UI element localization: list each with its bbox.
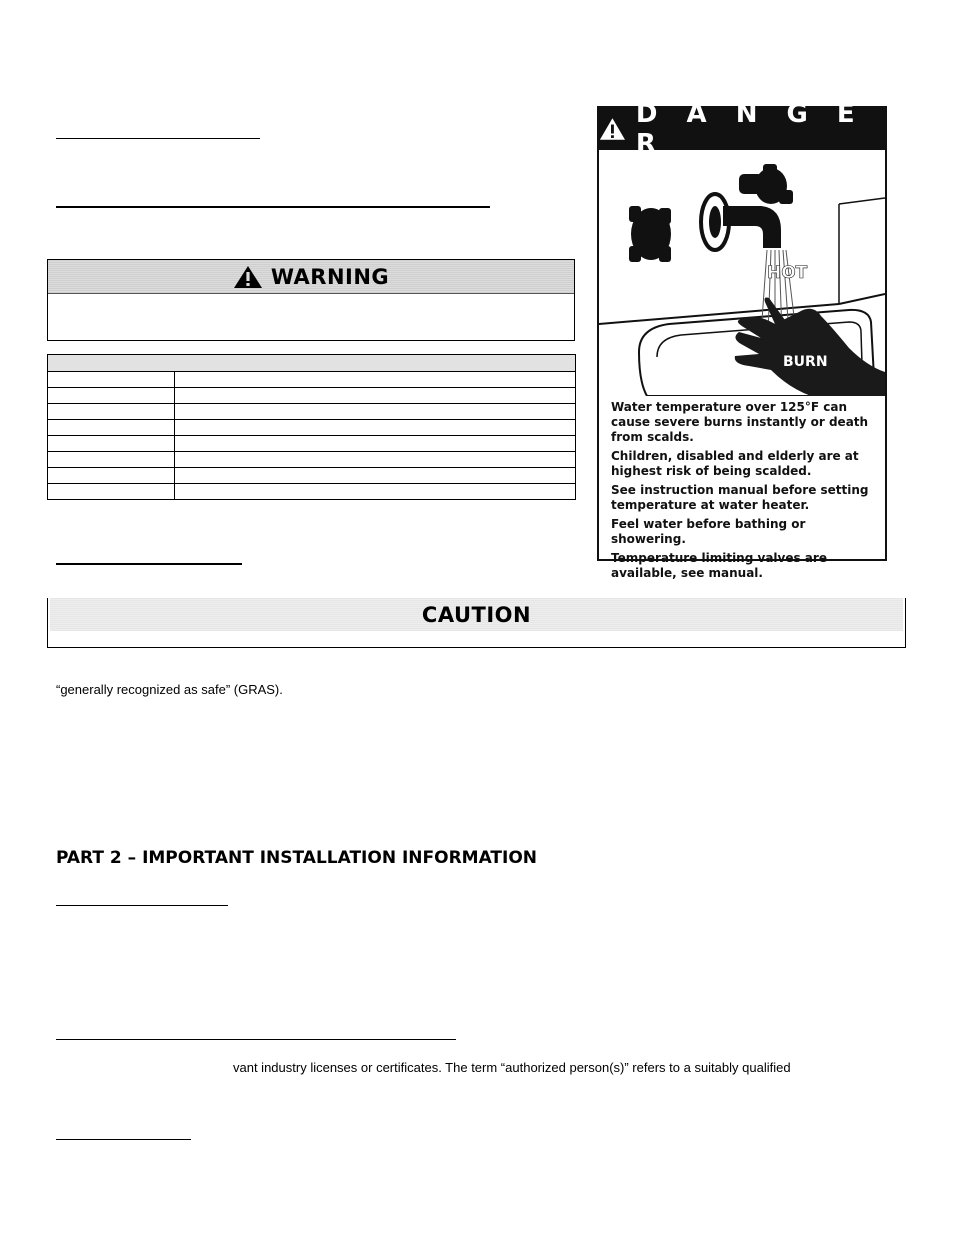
- table-row: [48, 388, 576, 404]
- table-row: [48, 484, 576, 500]
- caution-box: [47, 598, 906, 648]
- table-row: [48, 452, 576, 468]
- danger-line: See instruction manual before setting temperature at water heater.: [611, 483, 869, 512]
- danger-line: Feel water before bathing or showering.: [611, 517, 806, 546]
- scald-illustration: [599, 152, 885, 396]
- danger-label: [597, 99, 887, 580]
- data-table: [47, 354, 576, 500]
- table-row: [48, 468, 576, 484]
- section-heading-rule: [56, 905, 228, 906]
- section-heading-rule: [56, 563, 242, 565]
- table-row: [48, 420, 576, 436]
- danger-title: D A N G E R: [635, 99, 865, 159]
- burn-text: BURN: [783, 354, 828, 370]
- danger-text-block: [611, 400, 881, 585]
- section-heading-rule: [56, 206, 490, 208]
- section-heading-rule: [56, 1139, 191, 1140]
- danger-line: Water temperature over 125°F can cause severe burns instantly or death from scalds.: [611, 400, 869, 444]
- section-heading-rule: [56, 1039, 456, 1040]
- danger-header: [599, 99, 885, 159]
- gras-text: “generally recognized as safe” (GRAS).: [56, 682, 283, 697]
- warning-triangle-icon: [233, 265, 263, 289]
- table-row: [48, 372, 576, 388]
- table-row: [48, 436, 576, 452]
- warning-header: [48, 260, 574, 294]
- installer-text: vant industry licenses or certificates. The term “authorized person(s)” refers to a suitably qualified: [233, 1060, 791, 1075]
- danger-line: Temperature limiting valves are available, see manual.: [611, 551, 827, 580]
- caution-label: CAUTION: [421, 602, 532, 627]
- caution-header: [50, 598, 903, 631]
- warning-box: [47, 259, 575, 341]
- section-heading-rule: [56, 138, 260, 139]
- table-row: [48, 404, 576, 420]
- warning-triangle-icon: [599, 116, 626, 142]
- table-header-row: [48, 355, 576, 372]
- hot-text: HOT: [767, 263, 808, 283]
- danger-line: Children, disabled and elderly are at highest risk of being scalded.: [611, 449, 859, 478]
- part2-heading: PART 2 – IMPORTANT INSTALLATION INFORMATION: [56, 848, 538, 868]
- warning-label: WARNING: [270, 264, 390, 289]
